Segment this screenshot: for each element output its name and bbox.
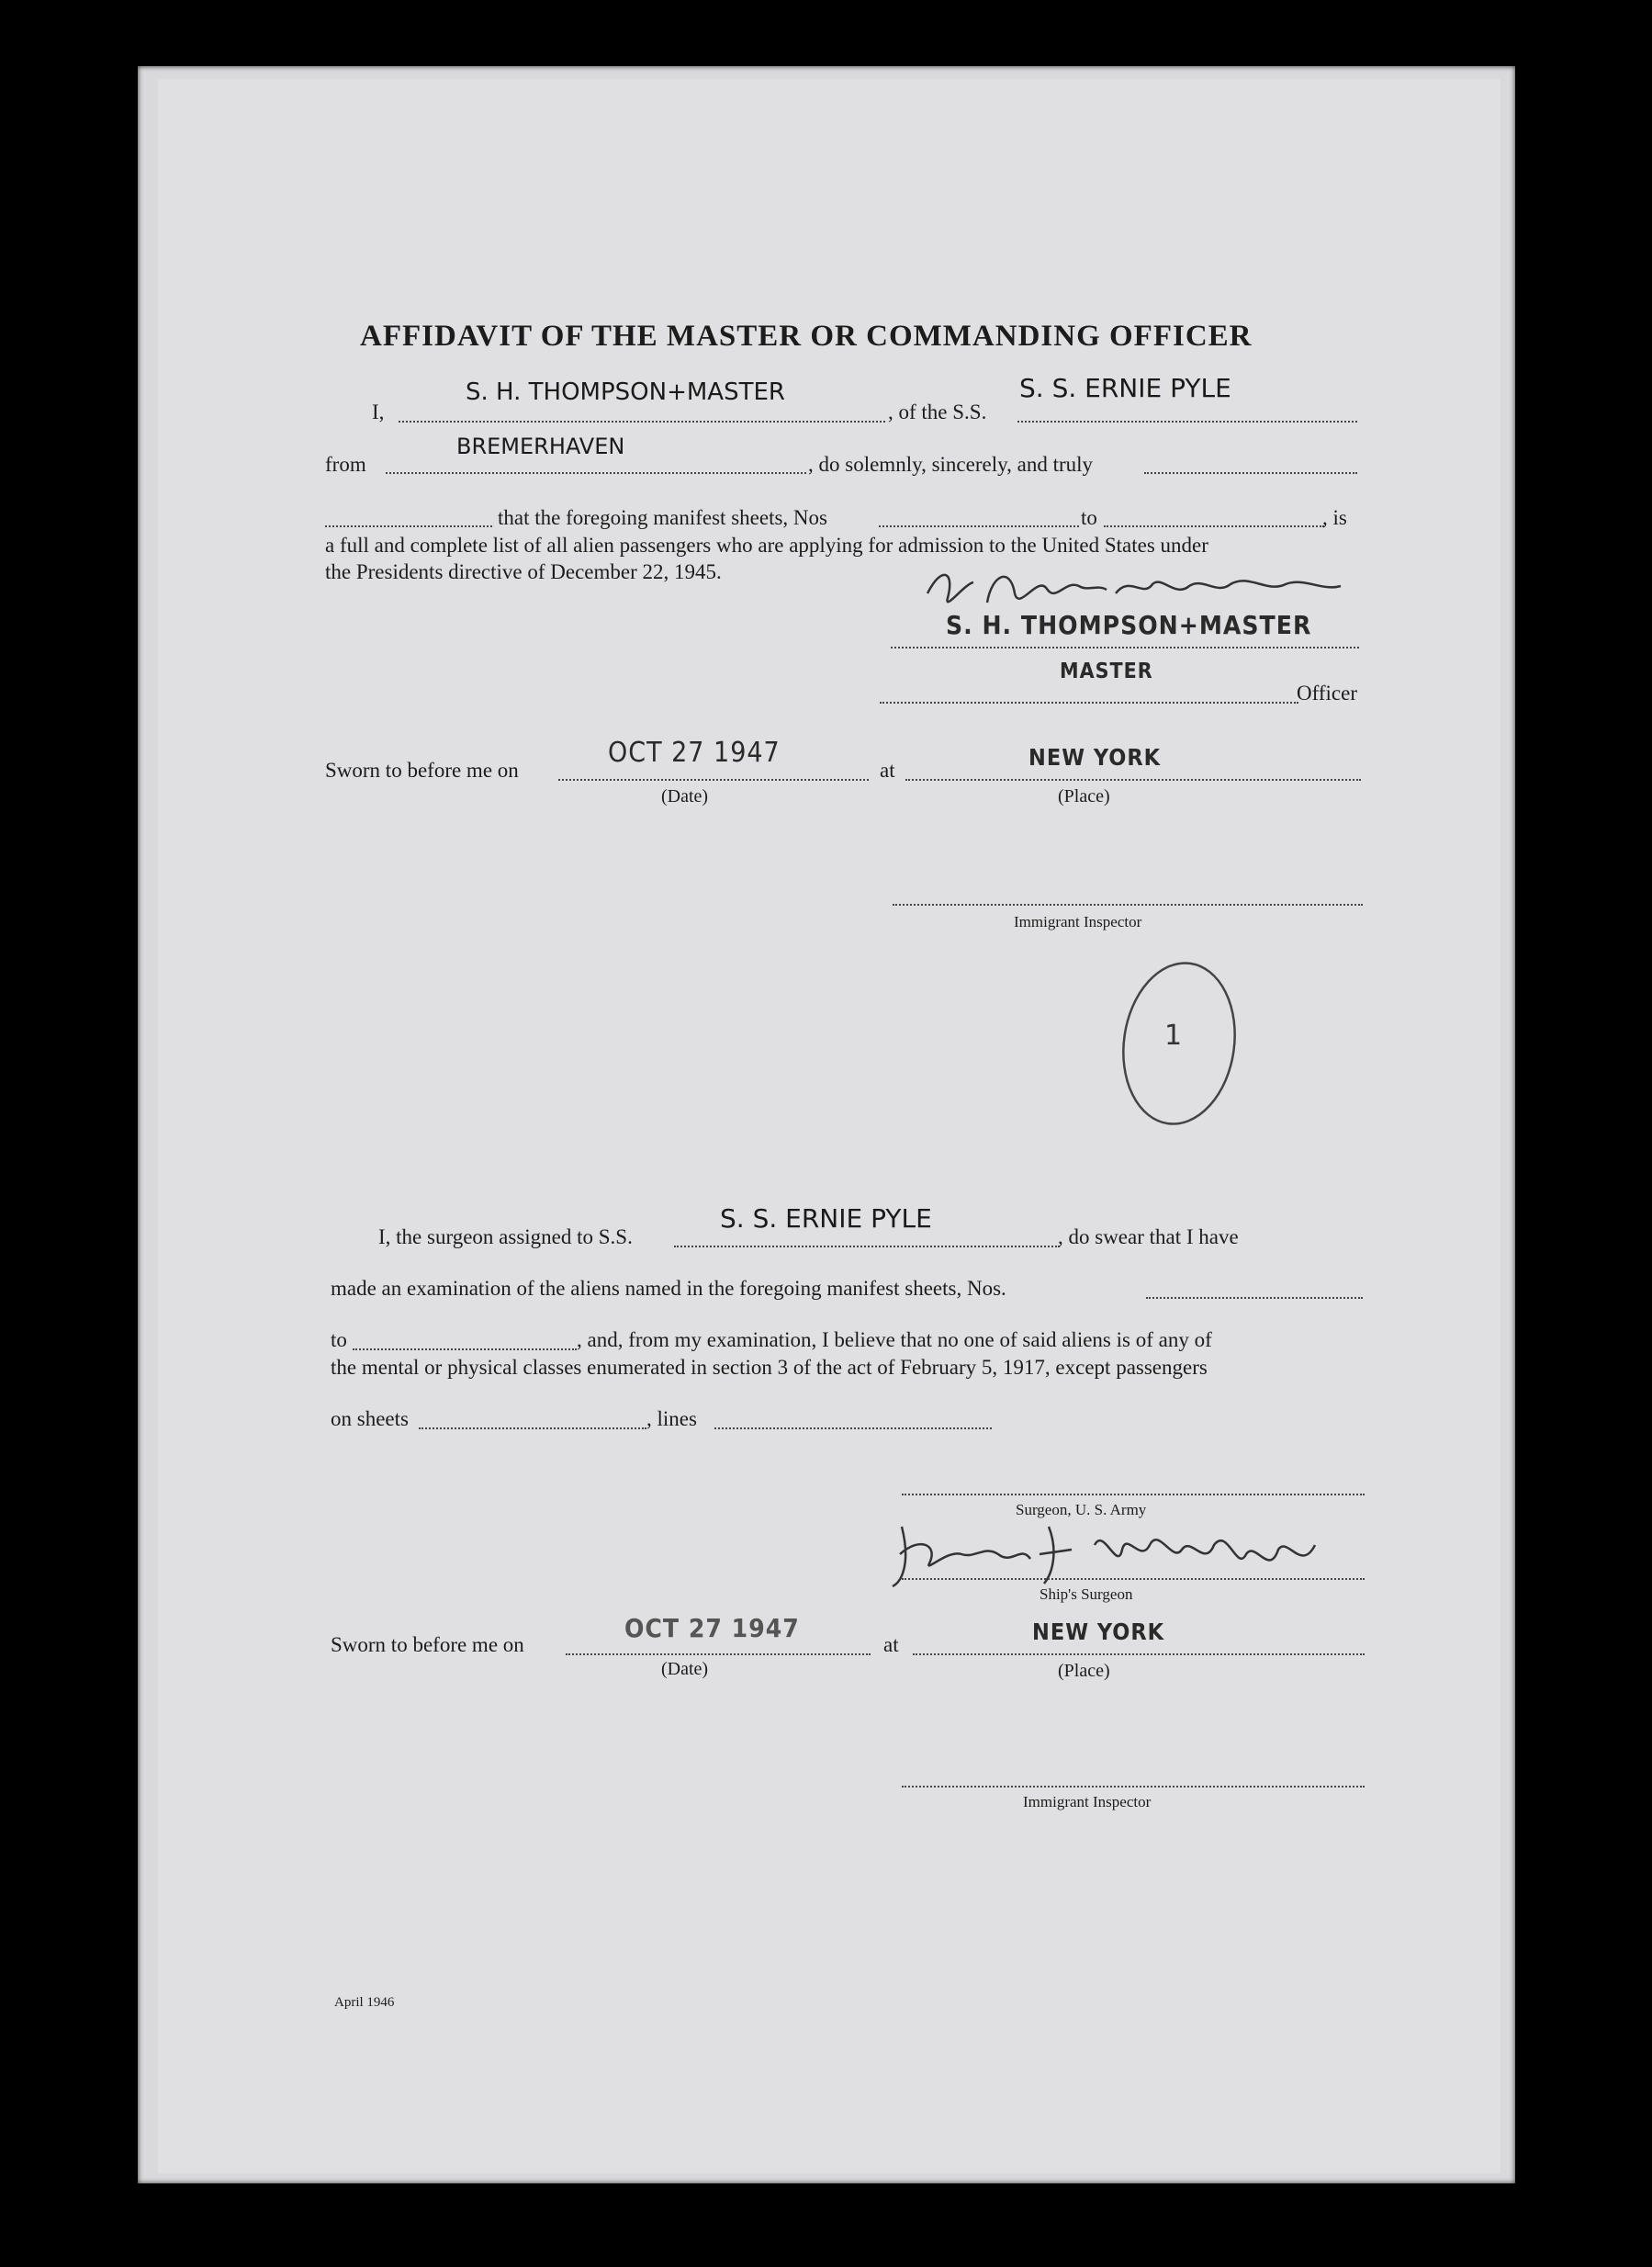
sworn-place-line-2 xyxy=(913,1653,1365,1655)
ship-surgeon-label: Ship's Surgeon xyxy=(1040,1585,1133,1603)
except-lines-line xyxy=(714,1427,992,1429)
sworn-place-line-1 xyxy=(905,779,1361,781)
surgeon-to-line xyxy=(353,1348,577,1350)
surgeon-line-4: the mental or physical classes enumerated in section 3 of the act of February 5, 1917, except passengers xyxy=(331,1356,1208,1379)
date-label-1: (Date) xyxy=(661,786,709,806)
surgeon-ship-line xyxy=(674,1246,1060,1247)
place-label-1: (Place) xyxy=(1058,786,1110,806)
label-is: , is xyxy=(1322,506,1347,529)
at-label-1: at xyxy=(880,759,895,782)
form-revision-date: April 1946 xyxy=(334,1995,395,2010)
inspector-label-1: Immigrant Inspector xyxy=(1014,913,1142,930)
label-to: to xyxy=(1081,506,1097,529)
scanned-document xyxy=(138,66,1515,2183)
date-label-2: (Date) xyxy=(661,1659,709,1679)
blank-oath xyxy=(325,525,492,527)
except-sheets-line xyxy=(419,1427,646,1429)
sworn-label-1: Sworn to before me on xyxy=(325,759,519,782)
surgeon-line-5-lines: , lines xyxy=(646,1407,697,1430)
ship-surgeon-line xyxy=(902,1578,1365,1580)
port-from-entry: BREMERHAVEN xyxy=(456,434,625,459)
master-stamp: S. H. THOMPSON+MASTER xyxy=(946,610,1312,640)
sworn-date-line-2 xyxy=(566,1653,871,1655)
label-of-ss: , of the S.S. xyxy=(888,400,987,423)
sworn-place-1: NEW YORK xyxy=(1028,744,1162,771)
label-manifest-sheets: that the foregoing manifest sheets, Nos xyxy=(498,506,827,529)
declaration-line-5: the Presidents directive of December 22, 1945. xyxy=(325,560,722,583)
inspector-label-2: Immigrant Inspector xyxy=(1023,1793,1152,1810)
surgeon-line-2: made an examination of the aliens named in the foregoing manifest sheets, Nos. xyxy=(331,1277,1006,1300)
sworn-date-2: OCT 27 1947 xyxy=(624,1613,800,1643)
label-from: from xyxy=(325,453,366,476)
label-solemnly: , do solemnly, sincerely, and truly xyxy=(808,453,1094,476)
at-label-2: at xyxy=(883,1633,899,1656)
blank-sheet-to xyxy=(1104,525,1324,527)
surgeon-line-5-sheets: on sheets xyxy=(331,1407,409,1430)
ship-name-entry: S. S. ERNIE PYLE xyxy=(1019,373,1231,403)
surgeon-line-1: I, the surgeon assigned to S.S. xyxy=(378,1225,633,1248)
circled-mark-text: 1 xyxy=(1164,1020,1183,1052)
sworn-place-2: NEW YORK xyxy=(1032,1618,1165,1645)
inspector-line-2 xyxy=(902,1786,1365,1788)
rank-stamp: MASTER xyxy=(1060,660,1153,683)
surgeon-line-1-end: , do swear that I have xyxy=(1058,1225,1239,1248)
form-page xyxy=(158,79,1500,2173)
blank-port xyxy=(386,472,806,474)
sworn-label-2: Sworn to before me on xyxy=(331,1633,524,1656)
blank-ship-name xyxy=(1017,421,1357,423)
place-label-2: (Place) xyxy=(1058,1661,1110,1681)
form-title: AFFIDAVIT OF THE MASTER OR COMMANDING OFFICER xyxy=(360,320,1253,353)
surgeon-line-3: , and, from my examination, I believe that no one of said aliens is of any of xyxy=(577,1328,1212,1351)
surgeon-line-3-to: to xyxy=(331,1328,347,1351)
army-surgeon-line xyxy=(902,1494,1365,1495)
sworn-date-line-1 xyxy=(558,779,869,781)
surgeon-ship-entry: S. S. ERNIE PYLE xyxy=(720,1203,932,1234)
blank-truly xyxy=(1144,472,1357,474)
officer-line xyxy=(880,702,1298,704)
sworn-date-1: OCT 27 1947 xyxy=(608,737,781,769)
blank-sheet-from xyxy=(879,525,1079,527)
declaration-line-4: a full and complete list of all alien passengers who are applying for admission to the United States under xyxy=(325,534,1208,557)
inspector-line-1 xyxy=(893,904,1363,906)
master-signature-line xyxy=(891,647,1359,649)
officer-label: Officer xyxy=(1297,682,1357,705)
master-name-entry: S. H. THOMPSON+MASTER xyxy=(466,378,785,406)
army-surgeon-label: Surgeon, U. S. Army xyxy=(1016,1501,1147,1518)
surgeon-sheets-line xyxy=(1146,1297,1363,1299)
blank-master-name xyxy=(399,421,885,423)
label-i: I, xyxy=(372,400,385,423)
